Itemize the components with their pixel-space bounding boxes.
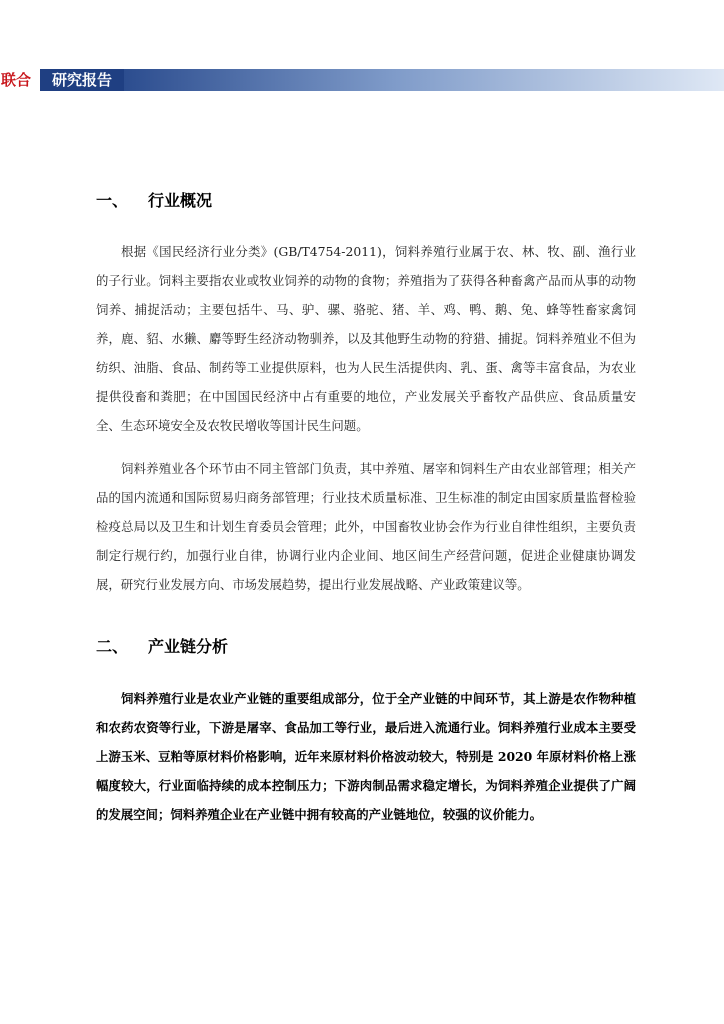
section-number: 二、 <box>96 637 129 656</box>
overview-paragraph-1: 根据《国民经济行业分类》(GB/T4754-2011)，饲料养殖行业属于农、林、牧、副、渔行业的子行业。饲料主要指农业或牧业饲养的动物的食物；养殖指为了获得各种畜禽产品而从事的动物饲养、捕捉活动；主要包括牛、马、驴、骡、骆驼、猪、羊、鸡、鸭、鹅、兔、蜂等牲畜家禽饲养，鹿、貂、水獭、麝等野生经济动物驯养，以及其他野生动物的狩猎、捕捉。饲料养殖业不但为纺织、油脂、食品、制药等工业提供原料，也为人民生活提供肉、乳、蛋、禽等丰富食品，为农业提供役畜和粪肥；在中国国民经济中占有重要的地位，产业发展关乎畜牧产品供应、食品质量安全、生态环境安全及农牧民增收等国计民生问题。 <box>96 244 636 433</box>
overview-paragraph-2: 饲料养殖业各个环节由不同主管部门负责，其中养殖、屠宰和饲料生产由农业部管理；相关产品的国内流通和国际贸易归商务部管理；行业技术质量标准、卫生标准的制定由国家质量监督检验检疫总局以及卫生和计划生育委员会管理；此外，中国畜牧业协会作为行业自律性组织，主要负责制定行规行约，加强行业自律，协调行业内企业间、地区间生产经营问题，促进企业健康协调发展，研究行业发展方向、市场发展趋势，提出行业发展战略、产业政策建议等。 <box>96 461 636 592</box>
brand-name-red: 联合 <box>0 69 40 91</box>
report-header-bar <box>0 69 724 91</box>
industry-chain-paragraph: 饲料养殖行业是农业产业链的重要组成部分，位于全产业链的中间环节，其上游是农作物种植和农药农资等行业，下游是屠宰、食品加工等行业，最后进入流通行业。饲料养殖行业成本主要受上游玉米、豆粕等原材料价格影响，近年来原材料价格波动较大，特别是 2020 年原材料价格上涨幅度较大，行业面临持续的成本控制压力；下游肉制品需求稳定增长，为饲料养殖企业提供了广阔的发展空间；饲料养殖企业在产业链中拥有较高的产业链地位，较强的议价能力。 <box>96 691 636 822</box>
section-heading-industry-chain <box>96 634 228 657</box>
section-number: 一、 <box>96 191 129 210</box>
section-title: 行业概况 <box>148 191 213 210</box>
header-gradient-band <box>124 69 724 91</box>
section-heading-overview <box>96 188 212 211</box>
section-title: 产业链分析 <box>148 637 229 656</box>
brand-report-label: 研究报告 <box>40 69 124 91</box>
